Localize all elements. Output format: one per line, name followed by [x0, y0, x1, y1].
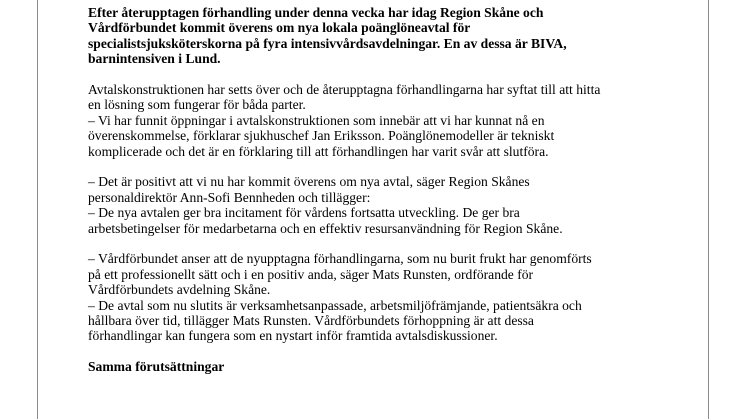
paragraph-1	[88, 82, 628, 159]
text-line: – De avtal som nu slutits är verksamhetsanpassade, arbetsmiljöfrämjande, patientsäkra och	[88, 297, 582, 313]
paragraph-gap	[88, 344, 628, 359]
text-line: personaldirektör Ann-Sofi Bennheden och tillägger:	[88, 189, 371, 205]
document-body	[88, 5, 628, 375]
paragraph-gap	[88, 236, 628, 251]
text-line: Vårdförbundets avdelning Skåne.	[88, 282, 271, 298]
lead-line: Vårdförbundet kommit överens om nya lokala poänglöneavtal för	[88, 20, 471, 36]
text-line: en lösning som fungerar för båda parter.	[88, 97, 306, 113]
text-line: på ett professionellt sätt och i en positiv anda, säger Mats Runsten, ordförande för	[88, 266, 534, 282]
text-line: – Vårdförbundet anser att de nyupptagna förhandlingarna, som nu burit frukt har genomförts	[88, 251, 592, 267]
text-line: komplicerade och det är en förklaring till att förhandlingen har varit svår att slutföra.	[88, 143, 549, 159]
paragraph-3	[88, 251, 628, 343]
text-line: förhandlingar kan fungera som en nystart inför framtida avtalsdiskussioner.	[88, 328, 498, 344]
page-edge-right	[708, 0, 709, 419]
text-line: – De nya avtalen ger bra incitament för vårdens fortsatta utveckling. De ger bra	[88, 205, 520, 221]
paragraph-gap	[88, 67, 628, 82]
text-line: – Vi har funnit öppningar i avtalskonstruktionen som innebär att vi har kunnat nå en	[88, 112, 545, 128]
text-line: – Det är positivt att vi nu har kommit överens om nya avtal, säger Region Skånes	[88, 174, 530, 190]
text-line: överenskommelse, förklarar sjukhuschef Jan Eriksson. Poänglönemodeller är tekniskt	[88, 128, 555, 144]
text-line: hållbara över tid, tillägger Mats Runsten. Vårdförbundets förhoppning är att dessa	[88, 313, 534, 329]
page-edge-left	[37, 0, 38, 419]
section-heading: Samma förutsättningar	[88, 359, 225, 375]
lead-line: specialistsjuksköterskorna på fyra intensivvårdsavdelningar. En av dessa är BIVA,	[88, 35, 567, 51]
text-line: arbetsbetingelser för medarbetarna och en effektiv resursanvändning för Region Skåne.	[88, 220, 563, 236]
lead-line: Efter återupptagen förhandling under denna vecka har idag Region Skåne och	[88, 5, 544, 20]
lead-line: barnintensiven i Lund.	[88, 51, 221, 67]
text-line: Avtalskonstruktionen har setts över och de återupptagna förhandlingarna har syftat till att hitta	[88, 82, 601, 98]
lead-paragraph	[88, 5, 628, 67]
paragraph-gap	[88, 159, 628, 174]
paragraph-2	[88, 174, 628, 236]
